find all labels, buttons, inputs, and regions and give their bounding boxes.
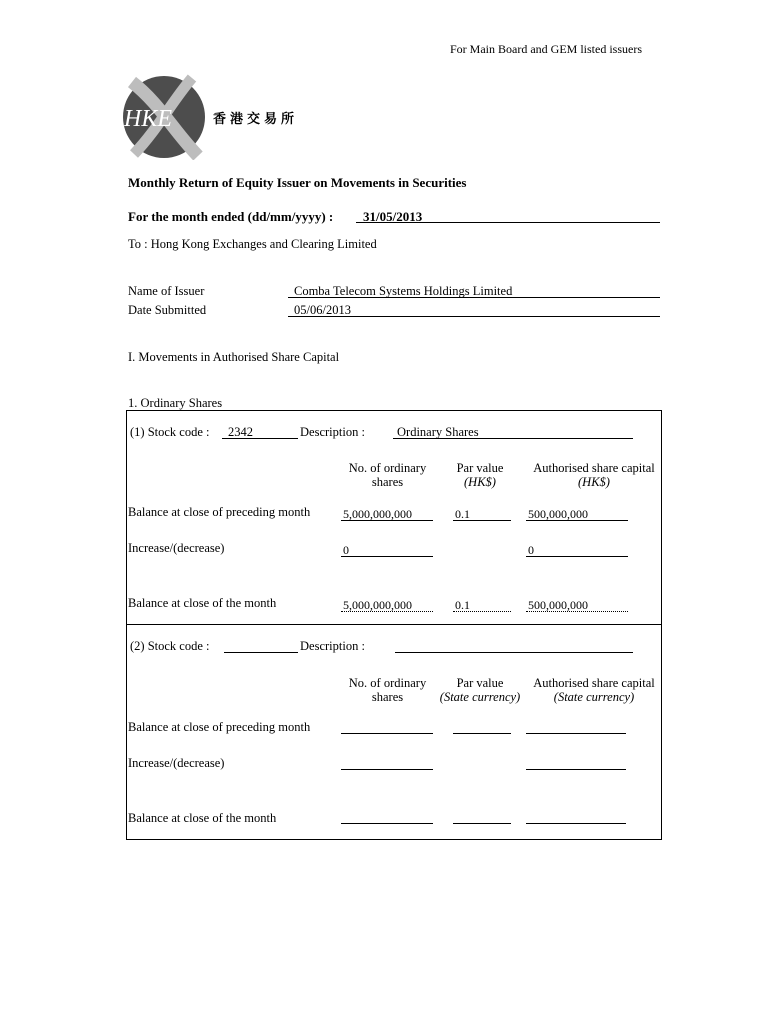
block2-row-close-label: Balance at close of the month — [128, 811, 277, 825]
block2-description-field[interactable] — [395, 652, 633, 653]
block2-prev-par-field[interactable] — [453, 733, 511, 734]
to-line: To : Hong Kong Exchanges and Clearing Limited — [128, 237, 377, 251]
block1-change-capital-underline — [526, 556, 628, 557]
block1-description-value[interactable]: Ordinary Shares — [397, 425, 479, 439]
table-divider — [127, 624, 661, 625]
block1-col-par-line1: Par value — [456, 461, 504, 475]
block2-stock-code-field[interactable] — [224, 652, 298, 653]
block1-prev-capital[interactable]: 500,000,000 — [528, 507, 588, 521]
section-subtitle: 1. Ordinary Shares — [128, 396, 223, 410]
block2-col-shares-line1: No. of ordinary — [348, 676, 427, 690]
block2-col-shares-line2: shares — [371, 690, 404, 704]
block1-close-shares[interactable]: 5,000,000,000 — [343, 598, 412, 612]
block1-prev-capital-underline — [526, 520, 628, 521]
block1-prev-shares-underline — [341, 520, 433, 521]
block2-row-change-label: Increase/(decrease) — [128, 756, 225, 770]
block1-col-shares-line1: No. of ordinary — [348, 461, 427, 475]
hkex-logo-icon — [120, 74, 210, 160]
block2-change-shares-field[interactable] — [341, 769, 433, 770]
hkex-logo — [120, 74, 320, 160]
block1-stock-code-underline — [222, 438, 298, 439]
logo-chinese-text: 香港交易所 — [213, 112, 299, 127]
month-ended-label: For the month ended (dd/mm/yyyy) : — [128, 209, 334, 224]
block1-row-change-label: Increase/(decrease) — [128, 541, 225, 555]
block2-col-par-line1: Par value — [456, 676, 504, 690]
block1-row-close-label: Balance at close of the month — [128, 596, 277, 610]
block2-stock-code-label: (2) Stock code : — [130, 639, 210, 653]
block2-description-label: Description : — [300, 639, 365, 653]
block1-col-capital-line1: Authorised share capital — [533, 461, 655, 475]
block2-change-capital-field[interactable] — [526, 769, 626, 770]
block2-prev-shares-field[interactable] — [341, 733, 433, 734]
block1-prev-par-underline — [453, 520, 511, 521]
date-submitted-value[interactable]: 05/06/2013 — [294, 303, 351, 317]
block1-close-par-underline — [453, 611, 511, 612]
block1-stock-code-label: (1) Stock code : — [130, 425, 210, 439]
block1-col-capital-line2: (HK$) — [578, 475, 610, 489]
block2-col-capital-line1: Authorised share capital — [533, 676, 655, 690]
block1-stock-code-value[interactable]: 2342 — [228, 425, 253, 439]
form-title: Monthly Return of Equity Issuer on Movements in Securities — [128, 175, 467, 190]
date-submitted-underline — [288, 316, 660, 317]
block1-prev-shares[interactable]: 5,000,000,000 — [343, 507, 412, 521]
block1-change-shares-underline — [341, 556, 433, 557]
block1-col-shares-line2: shares — [371, 475, 404, 489]
block2-close-shares-field[interactable] — [341, 823, 433, 824]
section-title: I. Movements in Authorised Share Capital — [128, 350, 340, 364]
date-submitted-label: Date Submitted — [128, 303, 207, 317]
block2-col-par-line2: (State currency) — [439, 690, 521, 704]
block1-description-label: Description : — [300, 425, 365, 439]
block1-change-shares[interactable]: 0 — [343, 543, 349, 557]
block1-close-shares-underline — [341, 611, 433, 612]
block2-prev-capital-field[interactable] — [526, 733, 626, 734]
issuer-name-underline — [288, 297, 660, 298]
block1-close-capital[interactable]: 500,000,000 — [528, 598, 588, 612]
block1-row-prev-label: Balance at close of preceding month — [128, 505, 311, 519]
month-ended-value[interactable]: 31/05/2013 — [363, 209, 423, 224]
block1-description-underline — [393, 438, 633, 439]
block1-close-par[interactable]: 0.1 — [455, 598, 470, 612]
issuer-name-value[interactable]: Comba Telecom Systems Holdings Limited — [294, 284, 513, 298]
block1-change-capital[interactable]: 0 — [528, 543, 534, 557]
issuer-name-label: Name of Issuer — [128, 284, 205, 298]
block1-prev-par[interactable]: 0.1 — [455, 507, 470, 521]
block1-close-capital-underline — [526, 611, 628, 612]
header-scope: For Main Board and GEM listed issuers — [450, 42, 642, 56]
block2-close-par-field[interactable] — [453, 823, 511, 824]
svg-text:HKE: HKE — [124, 106, 172, 132]
block2-col-capital-line2: (State currency) — [553, 690, 635, 704]
block2-row-prev-label: Balance at close of preceding month — [128, 720, 311, 734]
block1-col-par-line2: (HK$) — [464, 475, 496, 489]
block2-close-capital-field[interactable] — [526, 823, 626, 824]
month-ended-underline — [356, 222, 660, 223]
